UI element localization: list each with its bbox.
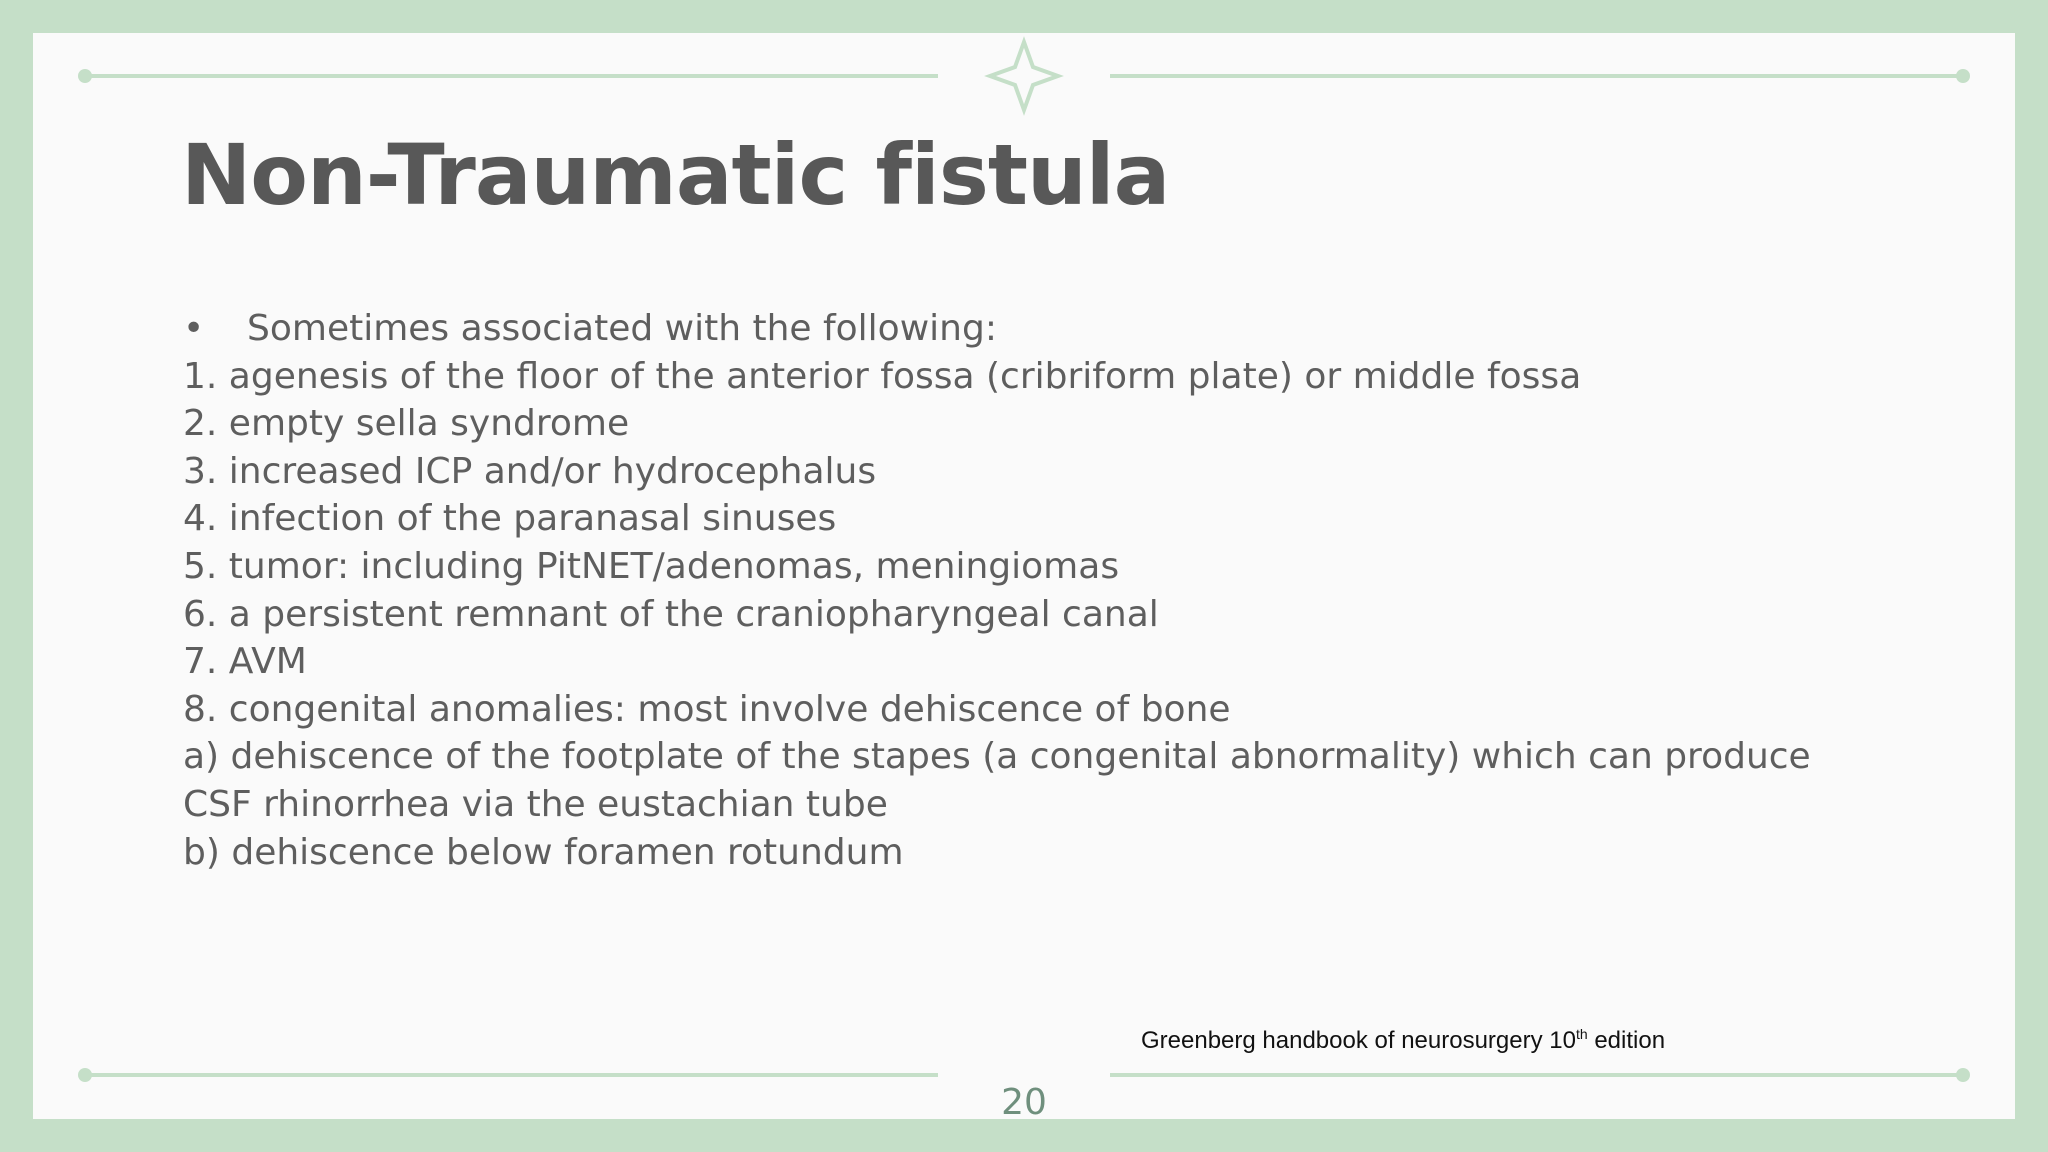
sub-item: a) dehiscence of the footplate of the stapes (a congenital abnormality) which can produce <box>183 736 1811 778</box>
slide-title: Non-Traumatic fistula <box>181 126 1170 224</box>
bullet-text: Sometimes associated with the following: <box>247 308 997 349</box>
citation-superscript: th <box>1575 1026 1588 1042</box>
list-item: 4. infection of the paranasal sinuses <box>183 498 837 540</box>
top-left-dot <box>78 69 92 83</box>
citation <box>1141 1027 1665 1055</box>
list-item: 1. agenesis of the floor of the anterior fossa (cribriform plate) or middle fossa <box>183 355 1582 397</box>
bullet-item <box>183 305 1963 353</box>
list-item: 2. empty sella syndrome <box>183 403 630 445</box>
page-number: 20 <box>1001 1082 1047 1123</box>
slide-body <box>183 305 1963 876</box>
list-item: 3. increased ICP and/or hydrocephalus <box>183 450 877 492</box>
sub-item-continuation: CSF rhinorrhea via the eustachian tube <box>183 783 888 825</box>
citation-suffix: edition <box>1587 1027 1666 1054</box>
four-point-star-icon <box>990 42 1058 110</box>
list-item: 7. AVM <box>183 641 307 683</box>
list-item: 6. a persistent remnant of the craniopharyngeal canal <box>183 593 1159 635</box>
bottom-right-dot <box>1956 1068 1970 1082</box>
slide <box>33 33 2015 1123</box>
top-right-dot <box>1956 69 1970 83</box>
list-item: 5. tumor: including PitNET/adenomas, meningiomas <box>183 545 1120 587</box>
bottom-left-dot <box>78 1068 92 1082</box>
bullet-symbol: • <box>183 308 205 349</box>
citation-text: Greenberg handbook of neurosurgery 10 <box>1141 1027 1576 1054</box>
list-item: 8. congenital anomalies: most involve dehiscence of bone <box>183 688 1231 730</box>
sub-item: b) dehiscence below foramen rotundum <box>183 831 904 873</box>
